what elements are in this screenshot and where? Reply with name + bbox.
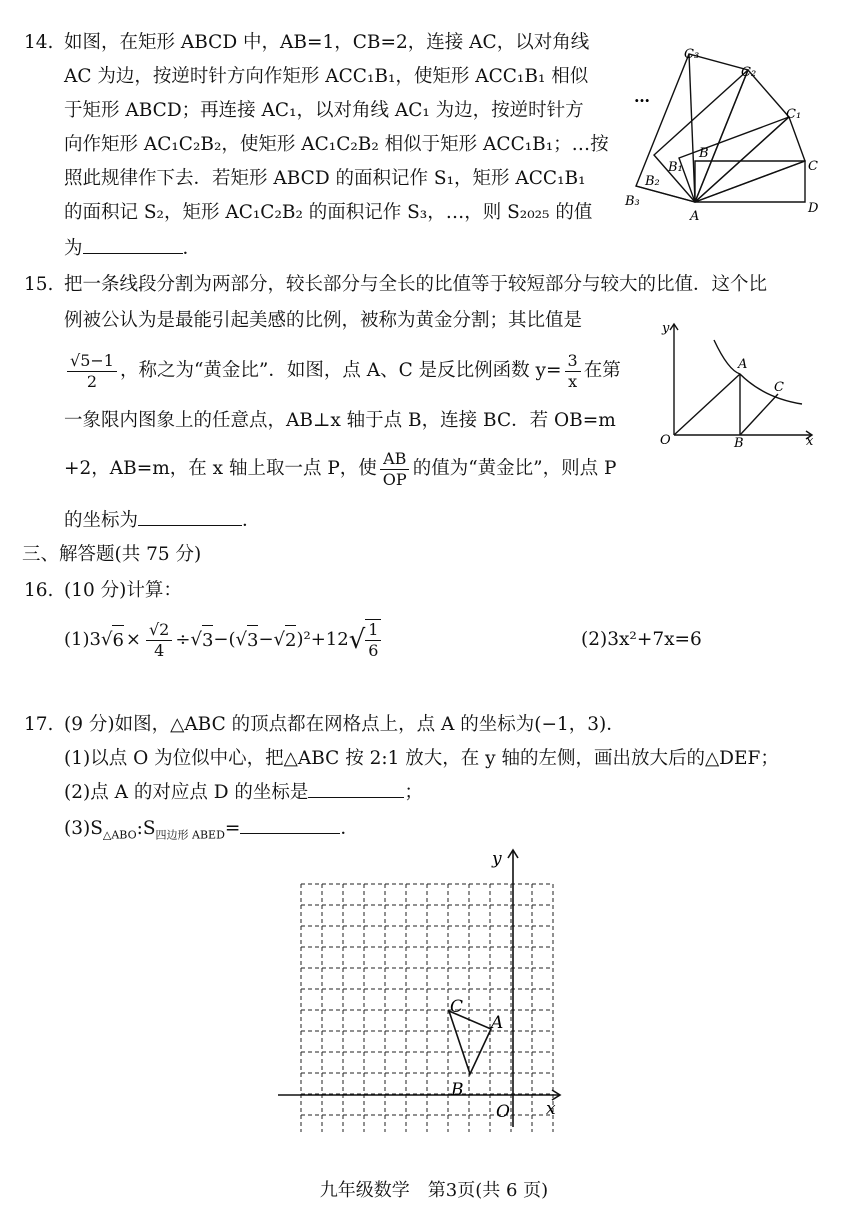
q15-line: 例被公认为是最能引起美感的比例，被称为黄金分割；其比值是 xyxy=(64,310,583,331)
fig-label: D xyxy=(808,201,819,216)
q14-line: 向作矩形 AC₁C₂B₂，使矩形 AC₁C₂B₂ 相似于矩形 ACC₁B₁；…按 xyxy=(64,134,609,155)
part-label: (1) xyxy=(64,629,90,650)
q14-line: 照此规律作下去．若矩形 ABCD 的面积记作 S₁，矩形 ACC₁B₁ xyxy=(64,168,586,189)
q15-text: +2，AB=m，在 x 轴上取一点 P，使 xyxy=(64,458,377,479)
sqrt-symbol: √ xyxy=(235,629,247,650)
fig-ellipsis: … xyxy=(634,87,650,106)
sqrt-symbol: √ xyxy=(348,625,366,655)
q17-grid-figure xyxy=(270,842,580,1132)
ab-op-fraction: $\frac{AB}{OP}$ xyxy=(380,449,410,490)
operator: × xyxy=(125,629,141,650)
question-number: 15. xyxy=(24,274,54,295)
fig-label: C₃ xyxy=(684,47,700,62)
answer-blank[interactable] xyxy=(83,235,183,254)
radicand: 3 xyxy=(202,625,213,656)
sqrt-symbol: √ xyxy=(100,629,113,650)
page-footer: 九年级数学 第3页(共 6 页) xyxy=(319,1180,549,1201)
q15-text: ，称之为“黄金比”．如图，点 A、C 是反比例函数 y= xyxy=(119,360,562,381)
q16-part1 xyxy=(64,612,384,668)
fig-label: A xyxy=(690,209,700,224)
fig-label: C₂ xyxy=(741,65,757,80)
fig-label: B xyxy=(699,146,709,161)
q14-line: 如图，在矩形 ABCD 中，AB=1，CB=2，连接 AC，以对角线 xyxy=(64,32,590,53)
fig-label: B₃ xyxy=(625,194,640,209)
q14-last-suffix: ． xyxy=(182,238,202,259)
axis-label: y xyxy=(492,849,502,869)
radicand: 6 xyxy=(112,625,123,656)
fig-label: C xyxy=(808,159,818,174)
q15-figure xyxy=(652,318,822,453)
fraction: $\frac{1}{6}$ xyxy=(365,619,381,661)
q17-line: (9 分)如图，△ABC 的顶点都在网格点上，点 A 的坐标为(−1，3)． xyxy=(64,714,625,735)
sqrt-symbol: √ xyxy=(273,629,286,650)
fig-label: y xyxy=(662,321,670,336)
fig-label: A xyxy=(738,357,748,372)
vertex-label: C xyxy=(450,997,464,1017)
fig-label: B₁ xyxy=(668,160,683,175)
q17-line xyxy=(64,778,423,808)
operator: )²+12 xyxy=(296,629,349,650)
answer-blank[interactable] xyxy=(240,815,340,834)
fig-label: B₂ xyxy=(645,174,660,189)
radicand: 2 xyxy=(285,625,296,656)
q15-text: 的值为“黄金比”，则点 P xyxy=(412,458,617,479)
subscript: △ABO xyxy=(102,828,137,842)
q14-line: 的面积记 S₂，矩形 AC₁C₂B₂ 的面积记作 S₃，…，则 S₂₀₂₅ 的值 xyxy=(64,202,593,223)
section-title: 三、解答题(共 75 分) xyxy=(22,544,202,565)
q17-text: ． xyxy=(340,818,359,839)
fig-label: O xyxy=(660,433,671,448)
operator: ÷ xyxy=(175,629,191,650)
question-number: 16. xyxy=(24,580,54,601)
fig-label: C xyxy=(774,380,784,395)
function-fraction: $\frac{3}{x}$ xyxy=(565,351,581,392)
q14-figure xyxy=(620,40,848,240)
q17-text: (3)S xyxy=(64,818,103,839)
vertex-label: B xyxy=(451,1080,464,1100)
coef: 3 xyxy=(89,629,101,650)
radicand: 3 xyxy=(247,625,258,656)
subscript: 四边形 ABED xyxy=(155,828,225,842)
fig-label: x xyxy=(806,434,814,449)
operator: −( xyxy=(213,629,236,650)
q15-line: 一象限内图象上的任意点，AB⊥x 轴于点 B，连接 BC．若 OB=m xyxy=(64,410,616,431)
operator: − xyxy=(258,629,274,650)
q14-line: 于矩形 ABCD；再连接 AC₁，以对角线 AC₁ 为边，按逆时针方 xyxy=(64,100,584,121)
q15-text: ． xyxy=(242,510,261,531)
q15-text: 的坐标为 xyxy=(64,510,139,531)
q17-line: (1)以点 O 为位似中心，把△ABC 按 2:1 放大，在 y 轴的左侧，画出放大后的△DEF； xyxy=(64,748,779,769)
q17-text: :S xyxy=(136,818,156,839)
fig-label: B xyxy=(734,436,744,451)
vertex-label: A xyxy=(491,1013,504,1033)
fig-label: C₁ xyxy=(786,107,802,122)
q17-text: ； xyxy=(404,782,423,803)
question-number: 17. xyxy=(24,714,54,735)
q15-answer-line xyxy=(64,506,261,536)
q16-title: (10 分)计算： xyxy=(64,580,182,601)
sqrt-symbol: √ xyxy=(190,629,202,650)
q15-line xyxy=(64,346,621,396)
golden-ratio-fraction: $\frac{√5-1}{2}$ xyxy=(67,351,117,392)
q14-answer-line xyxy=(64,234,201,264)
axis-label: x xyxy=(546,1099,556,1119)
fraction: $\frac{√2}{4}$ xyxy=(146,620,172,661)
origin-label: O xyxy=(496,1102,510,1122)
q17-text: (2)点 A 的对应点 D 的坐标是 xyxy=(64,782,309,803)
q14-last-prefix: 为 xyxy=(64,238,83,259)
q15-line xyxy=(64,444,616,494)
question-number: 14. xyxy=(24,32,54,53)
q16-part2: (2)3x²+7x=6 xyxy=(581,629,702,650)
answer-blank[interactable] xyxy=(138,507,242,526)
q15-line: 把一条线段分割为两部分，较长部分与全长的比值等于较短部分与较大的比值．这个比 xyxy=(64,274,768,295)
q17-text: = xyxy=(224,818,241,839)
answer-blank[interactable] xyxy=(308,779,404,798)
q14-line: AC 为边，按逆时针方向作矩形 ACC₁B₁，使矩形 ACC₁B₁ 相似 xyxy=(64,66,589,87)
q15-text: 在第 xyxy=(583,360,621,381)
